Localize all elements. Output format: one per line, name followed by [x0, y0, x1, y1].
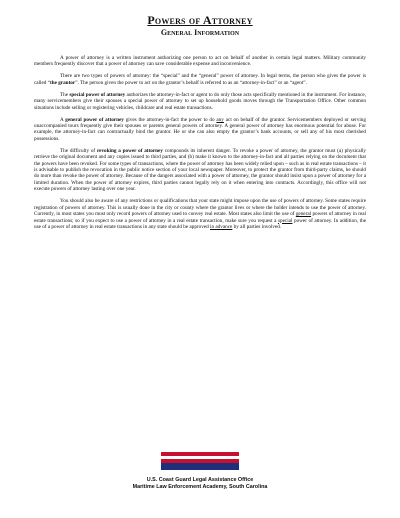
flag-stripe-white	[161, 470, 239, 474]
paragraph-text: A power of attorney is a written instrument authorizing one person to act on behalf of another in certain legal matters. Military community members frequently discover that a power of attorney can save considerable expense and inconvenience.	[34, 55, 366, 68]
footer	[0, 477, 400, 491]
paragraph-text: ”. The person given the power to act on the grantor’s behalf is referred to as an “attorney-in-fact” or an “agent”.	[75, 79, 307, 86]
paragraph-general	[34, 117, 366, 143]
paragraph-text: by all parties involved.	[232, 223, 282, 230]
paragraph-text: A	[60, 116, 66, 123]
bold-term: special power of attorney	[69, 91, 126, 98]
page-subtitle: General Information	[160, 28, 240, 37]
bold-term: the grantor	[49, 79, 76, 86]
paragraph-text: There are two types of powers of attorney: the “special” and the “general” power of attorney. In legal terms, the person who gives the power is called “	[34, 73, 366, 86]
page-title: Powers of Attorney	[147, 13, 253, 27]
underlined-term: special	[278, 217, 293, 224]
paragraph-special	[34, 92, 366, 111]
paragraph-text: authorizes the attorney-in-fact or agent to do only those acts specifically mentioned in the instrument. For instance, many servicemembers give their spouses a special power of attorney to set up household goods moves through the Transportation Office. Other common situations include selling or registering vehicles, childcare and real estate transactions.	[34, 91, 366, 111]
paragraph-text: gives the attorney-in-fact the power to do	[123, 116, 217, 123]
paragraph-restrictions	[34, 198, 366, 230]
flag-stripes-graphic	[161, 452, 239, 475]
footer-office-name: U.S. Coast Guard Legal Assistance Office	[146, 477, 254, 483]
paragraph-text: The difficulty of	[60, 147, 97, 154]
paragraph-revoking	[34, 148, 366, 193]
bold-term: general power of attorney	[65, 116, 124, 123]
underlined-term: in advance	[210, 223, 233, 230]
underlined-term: any	[216, 116, 224, 123]
footer-location: Maritime Law Enforcement Academy, South Carolina	[132, 484, 268, 490]
document-body	[34, 55, 366, 236]
paragraph-text: You should also be aware of any restrictions or qualifications that your state might impose upon the use of powers of attorney. Some states require registration of powers of attorney. This is usually done in the city or county where the grantor lives or where the holder intends to use the power of attorney. Currently, in most states you must only record powers of attorney used to convey real estate. Most states also limit the use of	[34, 198, 366, 218]
paragraph-text: powers of attorney in real estate transactions; so if you expect to use a power of attorney in a real estate transaction, make sure you request a	[34, 211, 367, 224]
paragraph-intro	[34, 55, 366, 68]
underlined-term: general	[295, 211, 312, 218]
paragraph-text: compounds its inherent danger. To revoke a power of attorney, the grantor must (a) physically retrieve the original document and any copies issued to third parties, and (b) make it known to the attorney-in-fact and all parties relying on the document that the powers have been revoked. For some types of transactions, where the power of attorney has been widely relied upon – such as in real estate transactions – it is advisable to publish the revocation in the public notice section of your local newspaper. Moreover, to protect the grantor from third-party claims, he should do more than revoke the power of attorney. Because of the dangers associated with a power of attorney, the grantor should insist upon a power of attorney for a limited duration. When the power of attorney expires, third parties cannot legally rely on it when entering into contracts. Accordingly, this office will not execute powers of attorney lasting over one year.	[34, 147, 366, 193]
paragraph-text: act on behalf of the grantor. Servicemembers deployed or serving unaccompanied tours frequently give their spouses or parents general powers of attorney. A general power of attorney has enormous potential for abuse. For example, the attorney-in-fact can contractually bind the grantor. He or she can also empty the grantor’s bank accounts, or sell any of his most cherished possessions.	[34, 116, 366, 142]
paragraph-text: The	[60, 91, 70, 98]
bold-term: revoking a power of attorney	[96, 147, 163, 154]
paragraph-text: power of attorney. In addition, the use of a power of attorney in real estate transactions in any state should be approved	[34, 217, 366, 230]
paragraph-types	[34, 73, 366, 86]
